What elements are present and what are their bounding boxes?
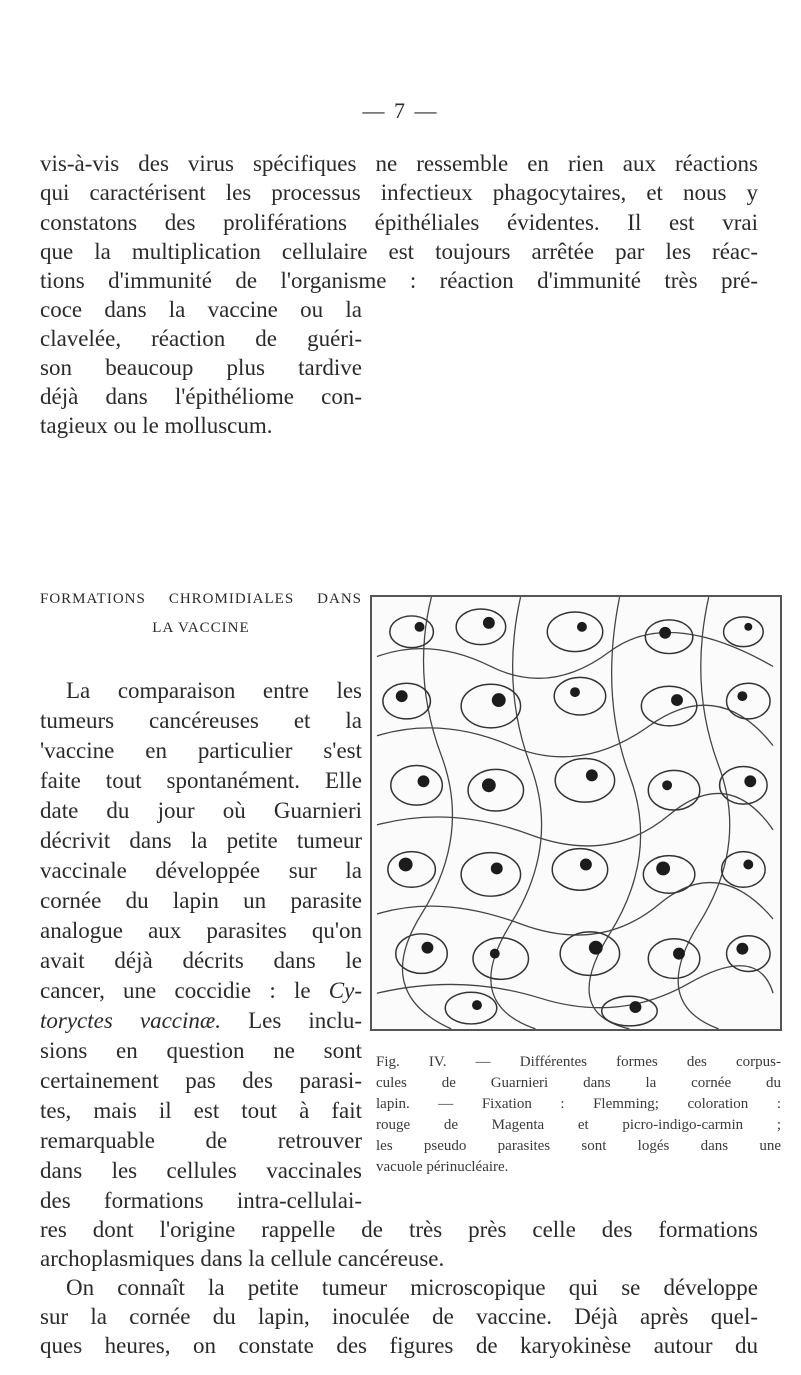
text-line: ques heures, on constate des figures de karyokinèse autour du <box>40 1333 758 1358</box>
cell-drawing <box>372 597 780 1029</box>
text-line: que la multiplication cellulaire est toujours arrêtée par les réac- <box>40 239 758 264</box>
caption-line: vacuole périnucléaire. <box>376 1159 509 1175</box>
text-run: Les inclu- <box>221 1008 363 1033</box>
text-line: vis-à-vis des virus spécifiques ne ressemble en rien aux réactions <box>40 151 758 176</box>
taxon-name: toryctes vaccinæ. <box>40 1008 221 1033</box>
text-line: tes, mais il est tout à fait <box>40 1098 362 1123</box>
caption-line: lapin. — Fixation : Flemming; coloration : <box>376 1096 781 1112</box>
text-line <box>40 1007 362 1034</box>
text-line <box>40 977 362 1004</box>
text-run: cancer, une coccidie : le <box>40 978 329 1003</box>
text-line: archoplasmiques dans la cellule cancéreuse. <box>40 1246 445 1271</box>
text-line: tions d'immunité de l'organisme : réaction d'immunité très pré- <box>40 268 758 293</box>
text-line: date du jour où Guarnieri <box>40 798 362 823</box>
text-line: analogue aux parasites qu'on <box>40 918 362 943</box>
section-heading-line-1: FORMATIONS CHROMIDIALES DANS <box>40 591 362 607</box>
text-line: vaccinale développée sur la <box>40 858 362 883</box>
page-number: — 7 — <box>362 98 439 123</box>
text-line: constatons des proliférations épithéliales évidentes. Il est vrai <box>40 210 758 235</box>
text-line: tagieux ou le molluscum. <box>40 413 273 438</box>
caption-line: les pseudo parasites sont logés dans une <box>376 1138 781 1154</box>
text-line: remarquable de retrouver <box>40 1128 362 1153</box>
text-line: sions en question ne sont <box>40 1038 362 1063</box>
text-line: sur la cornée du lapin, inoculée de vaccine. Déjà après quel- <box>40 1304 758 1329</box>
text-line: déjà dans l'épithéliome con- <box>40 384 362 409</box>
text-line: des formations intra-cellulai- <box>40 1188 362 1213</box>
taxon-name: Cy- <box>328 978 362 1003</box>
text-line: cornée du lapin un parasite <box>40 888 362 913</box>
text-line: décrivit dans la petite tumeur <box>40 828 362 853</box>
text-line: qui caractérisent les processus infectieux phagocytaires, et nous y <box>40 180 758 205</box>
text-line: clavelée, réaction de guéri- <box>40 326 362 351</box>
figure-illustration <box>370 595 782 1031</box>
section-heading-line-2: LA VACCINE <box>152 620 250 636</box>
text-line: res dont l'origine rappelle de très près celle des formations <box>40 1217 758 1242</box>
text-line: On connaît la petite tumeur microscopique qui se développe <box>66 1275 758 1300</box>
text-line: dans les cellules vaccinales <box>40 1158 362 1183</box>
text-line: 'vaccine en particulier s'est <box>40 738 362 763</box>
text-line: coce dans la vaccine ou la <box>40 297 362 322</box>
text-line: La comparaison entre les <box>66 678 362 703</box>
figure-caption <box>376 1052 781 1178</box>
text-line: avait déjà décrits dans le <box>40 948 362 973</box>
text-line: tumeurs cancéreuses et la <box>40 708 362 733</box>
caption-line: cules de Guarnieri dans la cornée du <box>376 1075 781 1091</box>
text-line: certainement pas des parasi- <box>40 1068 362 1093</box>
caption-line: Fig. IV. — Différentes formes des corpus- <box>376 1054 781 1070</box>
text-line: son beaucoup plus tardive <box>40 355 362 380</box>
text-line: faite tout spontanément. Elle <box>40 768 362 793</box>
caption-line: rouge de Magenta et picro-indigo-carmin ; <box>376 1117 781 1133</box>
